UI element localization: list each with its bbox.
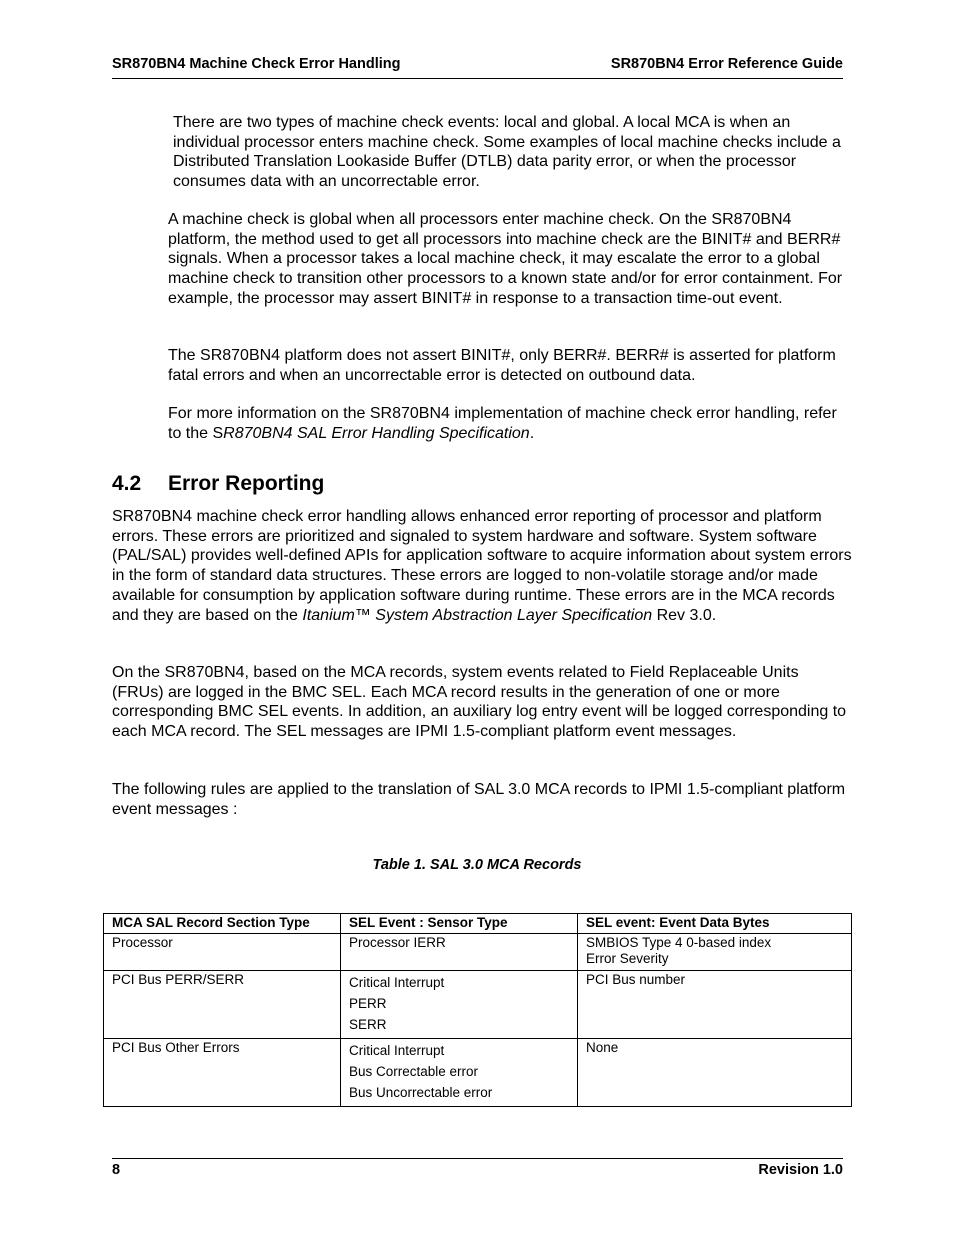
sensor-type-cell [341, 1039, 578, 1107]
page-number: 8 [112, 1162, 121, 1178]
error-reporting-text: SR870BN4 machine check error handling allows enhanced error reporting of processor and platform errors. These errors are prioritized and signaled to system hardware and software. System software (PAL/SAL) provides well-defined APIs for application software to acquire information about system errors in the form of standard data structures. These errors are logged to non-volatile storage and/or made available for consumption by application software during runtime. These errors are in the MCA records and they are based on the [112, 508, 852, 624]
table-header-row [104, 914, 852, 934]
header-doc-section: SR870BN4 Machine Check Error Handling [112, 56, 401, 72]
paragraph-binit-berr: The SR870BN4 platform does not assert BINIT#, only BERR#. BERR# is asserted for platform fatal errors and when an uncorrectable error is detected on outbound data. [168, 347, 836, 384]
table-row [104, 1039, 852, 1107]
cell-text: PCI Bus Other Errors [112, 1040, 240, 1055]
header-doc-title: SR870BN4 Error Reference Guide [610, 56, 843, 72]
cell-text: Bus Correctable error [349, 1064, 479, 1079]
event-data-cell [578, 1039, 852, 1107]
cell-text: Critical Interrupt [349, 975, 445, 990]
paragraph-error-reporting [112, 507, 852, 625]
cell-text: PCI Bus PERR/SERR [112, 972, 245, 987]
cell-text: SERR [349, 1017, 387, 1032]
cell-text: Critical Interrupt [349, 1043, 445, 1058]
cell-text: Error Severity [586, 951, 669, 966]
more-info-end: . [529, 424, 535, 442]
section-number: 4.2 [112, 472, 142, 495]
cell-text: None [586, 1040, 619, 1055]
event-data-cell [578, 971, 852, 1039]
cell-text: PERR [349, 996, 387, 1011]
paragraph-mca-types: There are two types of machine check events: local and global. A local MCA is when an individual processor enters machine check. Some examples of local machine checks include a Distributed Translation Lookaside Buffer (DTLB) data parity error, or when the processor consumes data with an uncorrectable error. [173, 114, 841, 191]
record-type-cell [104, 934, 341, 971]
sensor-type-cell [341, 934, 578, 971]
cell-text: PCI Bus number [586, 972, 686, 987]
paragraph-fru-logging: On the SR870BN4, based on the MCA records, system events related to Field Replaceable Units (FRUs) are logged in the BMC SEL. Each MCA record results in the generation of one or more corresponding BMC SEL events. In addition, an auxiliary log entry event will be logged corresponding to each MCA record. The SEL messages are IPMI 1.5-compliant platform event messages. [112, 664, 847, 741]
table-caption: Table 1. SAL 3.0 MCA Records [372, 857, 582, 873]
paragraph-more-info [168, 404, 848, 443]
cell-text: SMBIOS Type 4 0-based index [586, 935, 772, 950]
paragraph-global-mca: A machine check is global when all processors enter machine check. On the SR870BN4 platform, the method used to get all processors into machine check are the BINIT# and BERR# signals. When a processor takes a local machine check, it may escalate the error to a global machine check to transition other processors to a known state and/or for error containment. For example, the processor may assert BINIT# in response to a transaction time-out event. [168, 211, 843, 307]
cell-text: Bus Uncorrectable error [349, 1085, 493, 1100]
table-row [104, 934, 852, 971]
column-header: SEL Event : Sensor Type [341, 914, 578, 934]
page-footer [112, 1158, 843, 1178]
cell-text: Processor [112, 935, 173, 950]
page-header [112, 56, 843, 79]
revision-label: Revision 1.0 [758, 1162, 843, 1178]
table-row [104, 971, 852, 1039]
itanium-spec-reference: Itanium™ System Abstraction Layer Specification [302, 606, 653, 624]
error-reporting-end: Rev 3.0. [652, 606, 717, 624]
record-type-cell [104, 971, 341, 1039]
cell-text: Processor IERR [349, 935, 446, 950]
event-data-cell [578, 934, 852, 971]
mca-records-table [103, 913, 852, 1107]
record-type-cell [104, 1039, 341, 1107]
column-header: MCA SAL Record Section Type [104, 914, 341, 934]
more-info-text: For more information on the SR870BN4 implementation of machine check error handling, refer to the S [168, 405, 837, 442]
paragraph-translation-rules: The following rules are applied to the translation of SAL 3.0 MCA records to IPMI 1.5-compliant platform event messages : [112, 781, 846, 818]
sensor-type-cell [341, 971, 578, 1039]
section-heading [112, 472, 324, 496]
sal-spec-reference: R870BN4 SAL Error Handling Specification [223, 424, 530, 442]
section-title: Error Reporting [168, 472, 325, 495]
column-header: SEL event: Event Data Bytes [578, 914, 852, 934]
